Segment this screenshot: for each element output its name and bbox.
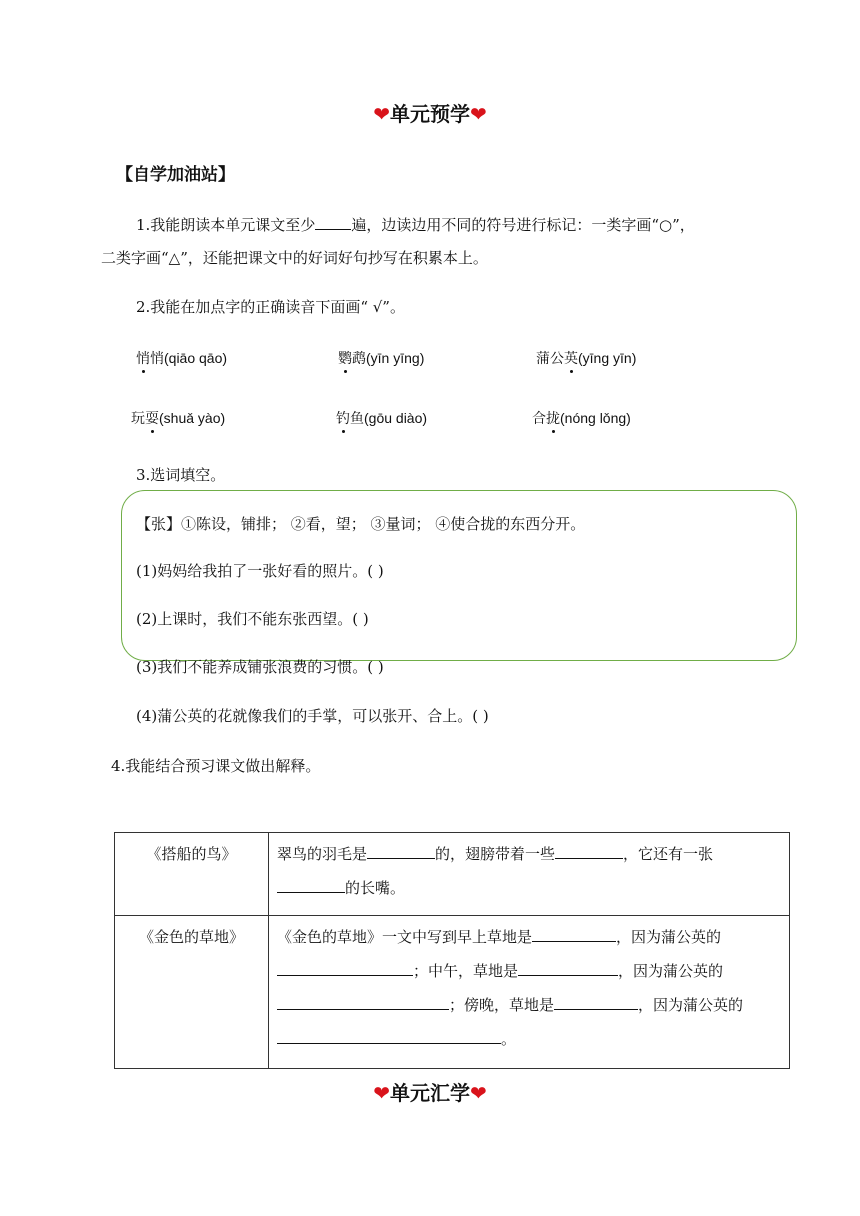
heart-icon: ❤ xyxy=(373,102,390,126)
lesson-title: 《搭船的鸟》 xyxy=(115,833,269,916)
answer-blank xyxy=(277,878,345,893)
answer-blank xyxy=(518,961,618,976)
table-row xyxy=(115,833,790,916)
bottom-heading xyxy=(0,1077,860,1106)
section-title: 【自学加油站】 xyxy=(116,165,235,185)
sentence-4: (4)蒲公英的花就像我们的手掌，可以张开、合上。( ) xyxy=(136,707,489,725)
explanation-table xyxy=(114,832,790,1069)
pinyin-item: 鹦鹉(yīn yīng) xyxy=(338,350,425,366)
pinyin-item: 悄悄(qiāo qāo) xyxy=(136,350,228,366)
q1-text-b: 遍，边读边用不同的符号进行标记：一类字画“○”， xyxy=(351,216,695,234)
answer-blank xyxy=(277,961,413,976)
pinyin-item: 蒲公英(yīng yīn) xyxy=(536,350,637,366)
pinyin-options: (yīng yīn) xyxy=(578,350,637,366)
pinyin-options: (gōu diào) xyxy=(364,410,428,426)
question-1 xyxy=(136,215,695,235)
question-2-title: 2.我能在加点字的正确读音下面画“ √”。 xyxy=(136,298,405,316)
word-definition: 【张】①陈设，铺排； ②看，望； ③量词； ④使合拢的东西分开。 xyxy=(136,515,586,533)
pinyin-options: (nóng lǒng) xyxy=(560,410,631,426)
table-row xyxy=(115,916,790,1069)
dotted-char: 悄 xyxy=(136,350,150,366)
pinyin-item: 钓鱼(gōu diào) xyxy=(336,410,428,426)
page-title: 单元预学 xyxy=(390,102,470,126)
pinyin-item: 合拢(nóng lǒng) xyxy=(532,410,631,426)
dotted-char: 拢 xyxy=(546,410,560,426)
pinyin-options: (shuǎ yào) xyxy=(159,410,226,426)
sentence-1: (1)妈妈给我拍了一张好看的照片。( ) xyxy=(136,562,384,580)
q1-text-a: 1.我能朗读本单元课文至少 xyxy=(136,216,316,234)
answer-blank xyxy=(555,844,623,859)
answer-blank xyxy=(315,215,351,230)
sentence-2: (2)上课时，我们不能东张西望。( ) xyxy=(136,610,369,628)
question-3-title: 3.选词填空。 xyxy=(136,466,226,484)
dotted-char: 耍 xyxy=(145,410,159,426)
section-heading: 单元汇学 xyxy=(390,1081,470,1105)
answer-blank xyxy=(554,995,638,1010)
question-1-line2: 二类字画“△”，还能把课文中的好词好句抄写在积累本上。 xyxy=(101,249,488,267)
top-heading xyxy=(0,98,860,127)
lesson-title: 《金色的草地》 xyxy=(115,916,269,1069)
answer-blank xyxy=(277,995,449,1010)
dotted-char: 英 xyxy=(564,350,578,366)
question-4-title: 4.我能结合预习课文做出解释。 xyxy=(111,757,321,775)
explanation-text: 翠鸟的羽毛是 的，翅膀带着一些 ，它还有一张 的长嘴。 xyxy=(269,833,790,916)
explanation-text: 《金色的草地》一文中写到早上草地是 ，因为蒲公英的 ；中午，草地是 ，因为蒲公英的 ；傍晚，草地是 ，因为蒲公英的 。 xyxy=(269,916,790,1069)
dotted-char: 鹦 xyxy=(338,350,352,366)
pinyin-options: (yīn yīng) xyxy=(366,350,425,366)
heart-icon: ❤ xyxy=(470,1081,487,1105)
answer-blank xyxy=(532,927,616,942)
heart-icon: ❤ xyxy=(373,1081,390,1105)
dotted-char: 钓 xyxy=(336,410,350,426)
sentence-3: (3)我们不能养成铺张浪费的习惯。( ) xyxy=(136,658,384,676)
pinyin-item: 玩耍(shuǎ yào) xyxy=(131,410,226,426)
answer-blank xyxy=(367,844,435,859)
heart-icon: ❤ xyxy=(470,102,487,126)
answer-blank xyxy=(277,1029,501,1044)
pinyin-options: (qiāo qāo) xyxy=(164,350,228,366)
